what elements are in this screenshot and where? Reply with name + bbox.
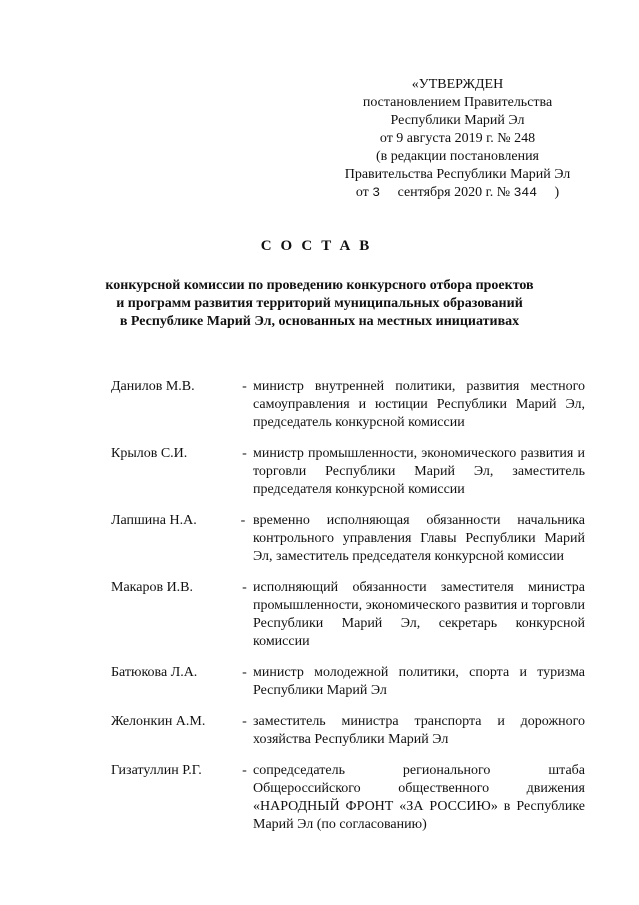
member-role: сопредседатель регионального штаба Общероссийского общественного движения «НАРОДНЫЙ ФРОНТ «ЗА РОССИЮ» в Республике Марий Эл (по согласованию) xyxy=(253,763,585,832)
approval-line: от 9 августа 2019 г. № 248 xyxy=(379,131,536,146)
member-name: Макаров И.В. xyxy=(111,580,194,595)
member-dash: - xyxy=(240,513,246,528)
member-name: Желонкин А.М. xyxy=(111,714,206,729)
approval-date-day: 3 xyxy=(372,185,381,200)
member-name: Крылов С.И. xyxy=(111,446,188,461)
approval-date-suffix: ) xyxy=(554,185,560,200)
subtitle-line: в Республике Марий Эл, основанных на местных инициативах xyxy=(119,314,520,329)
member-dash: - xyxy=(242,580,247,595)
approval-line: постановлением Правительства xyxy=(362,95,553,110)
approval-date-mid: сентября 2020 г. № xyxy=(397,185,511,200)
subtitle-line: и программ развития территорий муниципальных образований xyxy=(116,296,523,311)
members-list xyxy=(111,378,585,847)
member-row xyxy=(111,713,585,749)
member-role: заместитель министра транспорта и дорожного хозяйства Республики Марий Эл xyxy=(253,714,585,747)
member-role: министр промышленности, экономического развития и торговли Республики Марий Эл, заместитель председателя конкурсной комиссии xyxy=(253,446,585,497)
member-role: министр молодежной политики, спорта и туризма Республики Марий Эл xyxy=(253,665,585,698)
approval-date-prefix: от xyxy=(355,185,369,200)
member-row xyxy=(111,378,585,432)
member-role: министр внутренней политики, развития местного самоуправления и юстиции Республики Марий Эл, председатель конкурсной комиссии xyxy=(253,379,585,430)
member-row xyxy=(111,579,585,651)
member-dash: - xyxy=(242,446,247,461)
approval-date-number: 344 xyxy=(513,185,538,200)
member-role: временно исполняющая обязанности начальника контрольного управления Главы Республики Марий Эл, заместитель председателя конкурсной комиссии xyxy=(253,513,585,564)
member-row xyxy=(111,445,585,499)
member-dash: - xyxy=(242,665,247,680)
approval-line: «УТВЕРЖДЕН xyxy=(411,77,504,92)
member-dash: - xyxy=(242,714,247,729)
approval-line-date xyxy=(330,184,585,202)
member-name: Гизатуллин Р.Г. xyxy=(111,763,202,778)
approval-line: Правительства Республики Марий Эл xyxy=(344,167,571,182)
member-role: исполняющий обязанности заместителя министра промышленности, экономического развития и торговли Республики Марий Эл, секретарь конкурсной комиссии xyxy=(253,580,585,649)
document-title: СОСТАВ xyxy=(260,238,379,254)
member-row xyxy=(111,512,585,566)
member-row xyxy=(111,762,585,834)
member-name: Батюкова Л.А. xyxy=(111,665,198,680)
member-row xyxy=(111,664,585,700)
approval-line: Республики Марий Эл xyxy=(390,113,525,128)
approval-stamp xyxy=(330,76,585,202)
member-name: Лапшина Н.А. xyxy=(111,513,197,528)
member-name: Данилов М.В. xyxy=(111,379,195,394)
member-dash: - xyxy=(242,763,247,778)
member-dash: - xyxy=(242,379,247,394)
document-subtitle xyxy=(90,277,549,331)
approval-line: (в редакции постановления xyxy=(375,149,540,164)
subtitle-line: конкурсной комиссии по проведению конкурсного отбора проектов xyxy=(105,278,534,293)
